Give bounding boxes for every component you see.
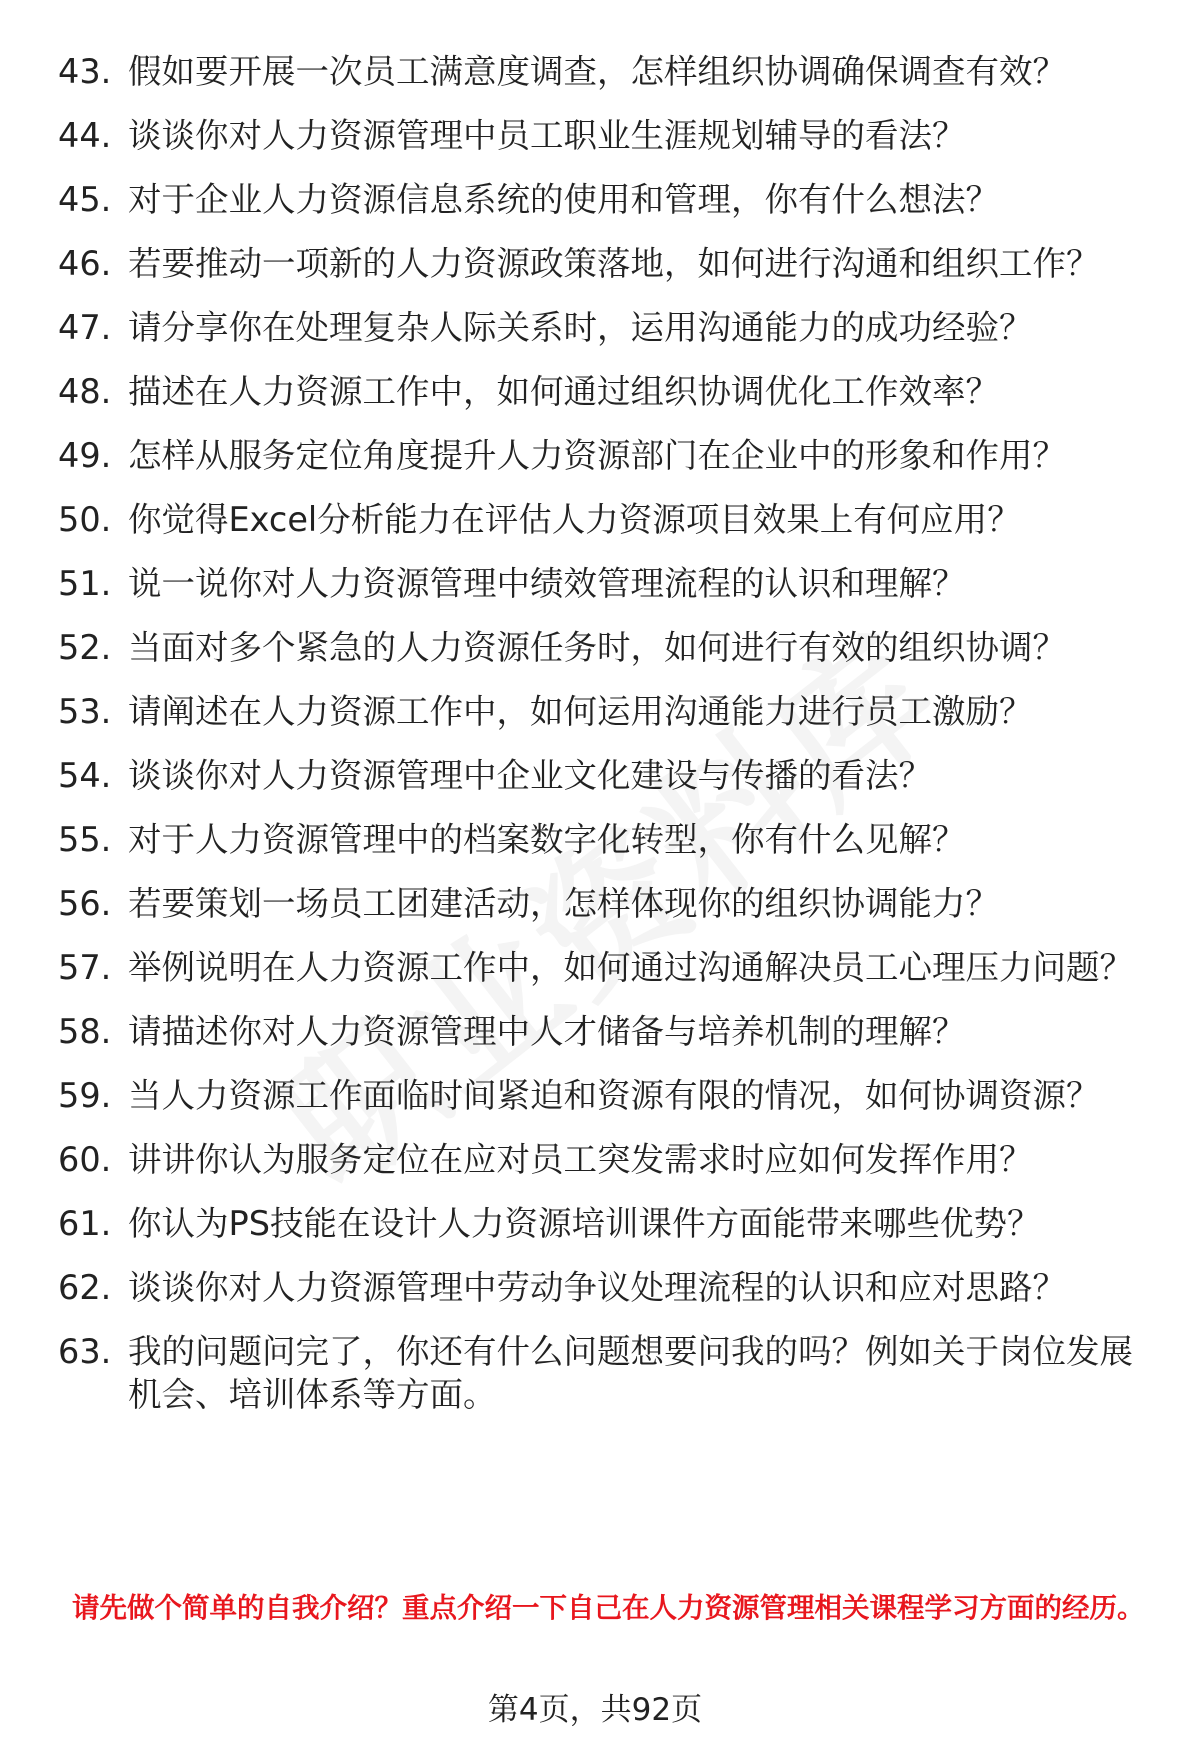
question-text: 谈谈你对人力资源管理中劳动争议处理流程的认识和应对思路？ [128, 1268, 1066, 1307]
question-item [58, 754, 1148, 797]
question-text: 举例说明在人力资源工作中，如何通过沟通解决员工心理压力问题？ [128, 948, 1133, 987]
question-text: 若要推动一项新的人力资源政策落地，如何进行沟通和组织工作？ [128, 244, 1100, 283]
question-item [58, 306, 1148, 349]
question-item [58, 498, 1148, 541]
question-item [58, 1202, 1148, 1245]
question-item [58, 114, 1148, 157]
question-number: 55. [58, 820, 112, 859]
question-item [58, 178, 1148, 221]
page-footer: 第4页，共92页 [487, 1692, 703, 1728]
question-number: 58. [58, 1012, 112, 1051]
question-number: 47. [58, 308, 112, 347]
question-number: 61. [58, 1204, 112, 1243]
question-item [58, 242, 1148, 285]
question-item [58, 562, 1148, 605]
question-text: 当面对多个紧急的人力资源任务时，如何进行有效的组织协调？ [128, 628, 1066, 667]
question-text: 我的问题问完了，你还有什么问题想要问我的吗？例如关于岗位发展机会、培训体系等方面。 [128, 1332, 1133, 1414]
question-number: 51. [58, 564, 112, 603]
question-number: 62. [58, 1268, 112, 1307]
question-item [58, 1074, 1148, 1117]
question-text: 若要策划一场员工团建活动，怎样体现你的组织协调能力？ [128, 884, 999, 923]
question-number: 43. [58, 52, 112, 91]
question-text: 谈谈你对人力资源管理中企业文化建设与传播的看法？ [128, 756, 932, 795]
question-item [58, 690, 1148, 733]
question-item [58, 1010, 1148, 1053]
question-item [58, 434, 1148, 477]
question-text: 当人力资源工作面临时间紧迫和资源有限的情况，如何协调资源？ [128, 1076, 1100, 1115]
question-item [58, 1138, 1148, 1181]
question-item [58, 1266, 1148, 1309]
question-number: 57. [58, 948, 112, 987]
question-text: 请分享你在处理复杂人际关系时，运用沟通能力的成功经验？ [128, 308, 1033, 347]
question-item [58, 882, 1148, 925]
question-item [58, 626, 1148, 669]
question-text: 描述在人力资源工作中，如何通过组织协调优化工作效率？ [128, 372, 999, 411]
question-text: 谈谈你对人力资源管理中员工职业生涯规划辅导的看法？ [128, 116, 966, 155]
question-item [58, 50, 1148, 93]
question-item [58, 1330, 1148, 1416]
question-text: 怎样从服务定位角度提升人力资源部门在企业中的形象和作用？ [128, 436, 1066, 475]
question-text: 对于企业人力资源信息系统的使用和管理，你有什么想法？ [128, 180, 999, 219]
self-introduction-note: 请先做个简单的自我介绍？重点介绍一下自己在人力资源管理相关课程学习方面的经历。 [72, 1592, 1145, 1624]
question-text: 请阐述在人力资源工作中，如何运用沟通能力进行员工激励？ [128, 692, 1033, 731]
question-text: 假如要开展一次员工满意度调查，怎样组织协调确保调查有效？ [128, 52, 1066, 91]
question-number: 54. [58, 756, 112, 795]
question-number: 52. [58, 628, 112, 667]
question-item [58, 818, 1148, 861]
question-number: 50. [58, 500, 112, 539]
question-list [58, 50, 1148, 1437]
question-text: 说一说你对人力资源管理中绩效管理流程的认识和理解？ [128, 564, 966, 603]
question-number: 60. [58, 1140, 112, 1179]
question-number: 48. [58, 372, 112, 411]
question-text: 你觉得Excel分析能力在评估人力资源项目效果上有何应用？ [128, 500, 1021, 539]
question-number: 46. [58, 244, 112, 283]
question-text: 对于人力资源管理中的档案数字化转型，你有什么见解？ [128, 820, 966, 859]
question-text: 讲讲你认为服务定位在应对员工突发需求时应如何发挥作用？ [128, 1140, 1033, 1179]
question-number: 45. [58, 180, 112, 219]
question-number: 59. [58, 1076, 112, 1115]
question-number: 44. [58, 116, 112, 155]
question-text: 你认为PS技能在设计人力资源培训课件方面能带来哪些优势？ [128, 1204, 1041, 1243]
question-number: 56. [58, 884, 112, 923]
question-item [58, 370, 1148, 413]
question-number: 63. [58, 1332, 112, 1371]
question-text: 请描述你对人力资源管理中人才储备与培养机制的理解？ [128, 1012, 966, 1051]
question-item [58, 946, 1148, 989]
question-number: 49. [58, 436, 112, 475]
question-number: 53. [58, 692, 112, 731]
